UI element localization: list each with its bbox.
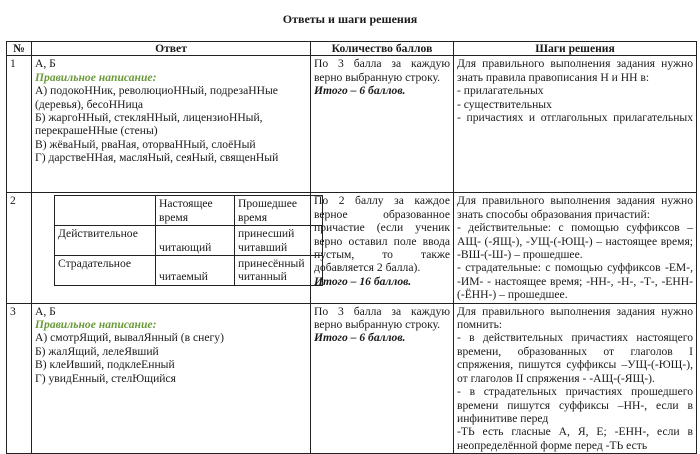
points-text: По 3 балла за каждую верно выбранную строку. [314,304,450,332]
sub-cell-past: принесший читавший [235,226,323,256]
points-cell [311,56,454,193]
answer-line: Б) жалЯщий, лелеЯвший [35,344,159,358]
sub-header-cell: Прошедшее время [235,196,323,226]
steps-item: - существительных [457,97,552,111]
points-text: По 2 баллу за каждое верное образованное причастие (если ученик верно оставил поле ввода пустым, то также добавляется 2 балла). [314,194,450,275]
answer-letters: А, Б [35,57,56,71]
answer-line: А) смотрЯщий, вывалЯнный (в снегу) [35,331,224,345]
points-cell [311,193,454,303]
steps-intro: Для правильного выполнения задания нужно знать правила правописания Н и НН в: [457,57,693,84]
answer-line: В) жёваНый, рваНая, оторваННый, слоёНый [35,137,256,151]
row-number: 3 [7,303,32,453]
table-row [7,56,697,193]
answer-cell [32,56,311,193]
steps-item: - в действительных причастиях настоящего времени, образованных от глаголов I спряжения, пишутся суффиксы –УЩ-(-ЮЩ-), от глаголов II спряжения - -АЩ-(-ЯЩ-). [457,331,693,385]
sub-cell-present: читаемый [156,256,235,286]
header-num: № [7,42,32,56]
table-row [7,303,697,453]
steps-item: - действительные: с помощью суффиксов – АЩ- (-ЯЩ-), -УЩ-(-ЮЩ-) – настоящее время; -ВШ-(-Ш-) – прошедшее. [457,221,693,262]
page-title: Ответы и шаги решения [282,12,418,26]
answer-line: Г) дарствеННая, масляНый, сеяНый, священНый [35,151,279,165]
correct-label: Правильное написание: [35,318,157,332]
points-total: Итого – 6 баллов. [314,331,406,345]
answer-line: А) подокоННик, революциоННый, подрезаННые (деревья), бесоННица [35,84,278,111]
table-header-row [7,42,697,56]
steps-intro: Для правильного выполнения задания нужно помнить: [457,304,693,332]
steps-item: -ТЬ есть гласные А, Я, Е; -ЕНН-, если в неопределённой форме перед -ТЬ есть [457,425,693,452]
steps-cell [454,56,697,193]
points-text: По 3 балла за каждую верно выбранную строку. [314,57,450,84]
answer-cell [32,303,311,453]
header-points: Количество баллов [311,42,454,56]
sub-header-cell [55,196,156,226]
answer-cell [32,193,311,303]
steps-cell [454,193,697,303]
sub-header-cell: Настоящее время [156,196,235,226]
sub-header-row [55,196,323,226]
steps-intro: Для правильного выполнения задания нужно знать способы образования причастий: [457,194,693,221]
sub-row-label: Действительное [55,226,156,256]
points-total: Итого – 16 баллов. [314,274,412,288]
row-number: 1 [7,56,32,193]
steps-item: - причастиях и отглагольных прилагательных [457,111,693,125]
steps-item: - в страдательных причастиях прошедшего времени пишутся суффиксы –НН-, если в инфинитиве перед [457,385,693,425]
steps-cell [454,303,697,453]
answer-letters: А, Б [35,304,56,318]
steps-item: - страдательные: с помощью суффиксов -ЕМ-, -ИМ- - настоящее время; -НН-, -Н-, -Т-, -ЕНН- (-ЁНН-) – прошедшее. [457,261,693,302]
sub-row-label: Страдательное [55,256,156,286]
points-total: Итого – 6 баллов. [314,84,406,98]
answer-line: В) клеИвший, подклеЕнный [35,358,175,372]
answer-line: Г) увидЕнный, стелЮщийся [35,371,176,385]
sub-row [55,226,323,256]
points-cell [311,303,454,453]
answers-table [6,41,697,454]
steps-item: - прилагательных [457,84,544,98]
sub-cell-present: читающий [156,226,235,256]
header-steps: Шаги решения [454,42,697,56]
sub-cell-past: принесённый читанный [235,256,323,286]
table-row [7,193,697,303]
row-number: 2 [7,193,32,303]
correct-label: Правильное написание: [35,70,157,84]
participle-table [54,195,323,285]
answer-line: Б) жаргоННый, стекляННый, лицензиоННый, перекрашеННые (стены) [35,111,263,138]
header-answer: Ответ [32,42,311,56]
sub-row [55,256,323,286]
